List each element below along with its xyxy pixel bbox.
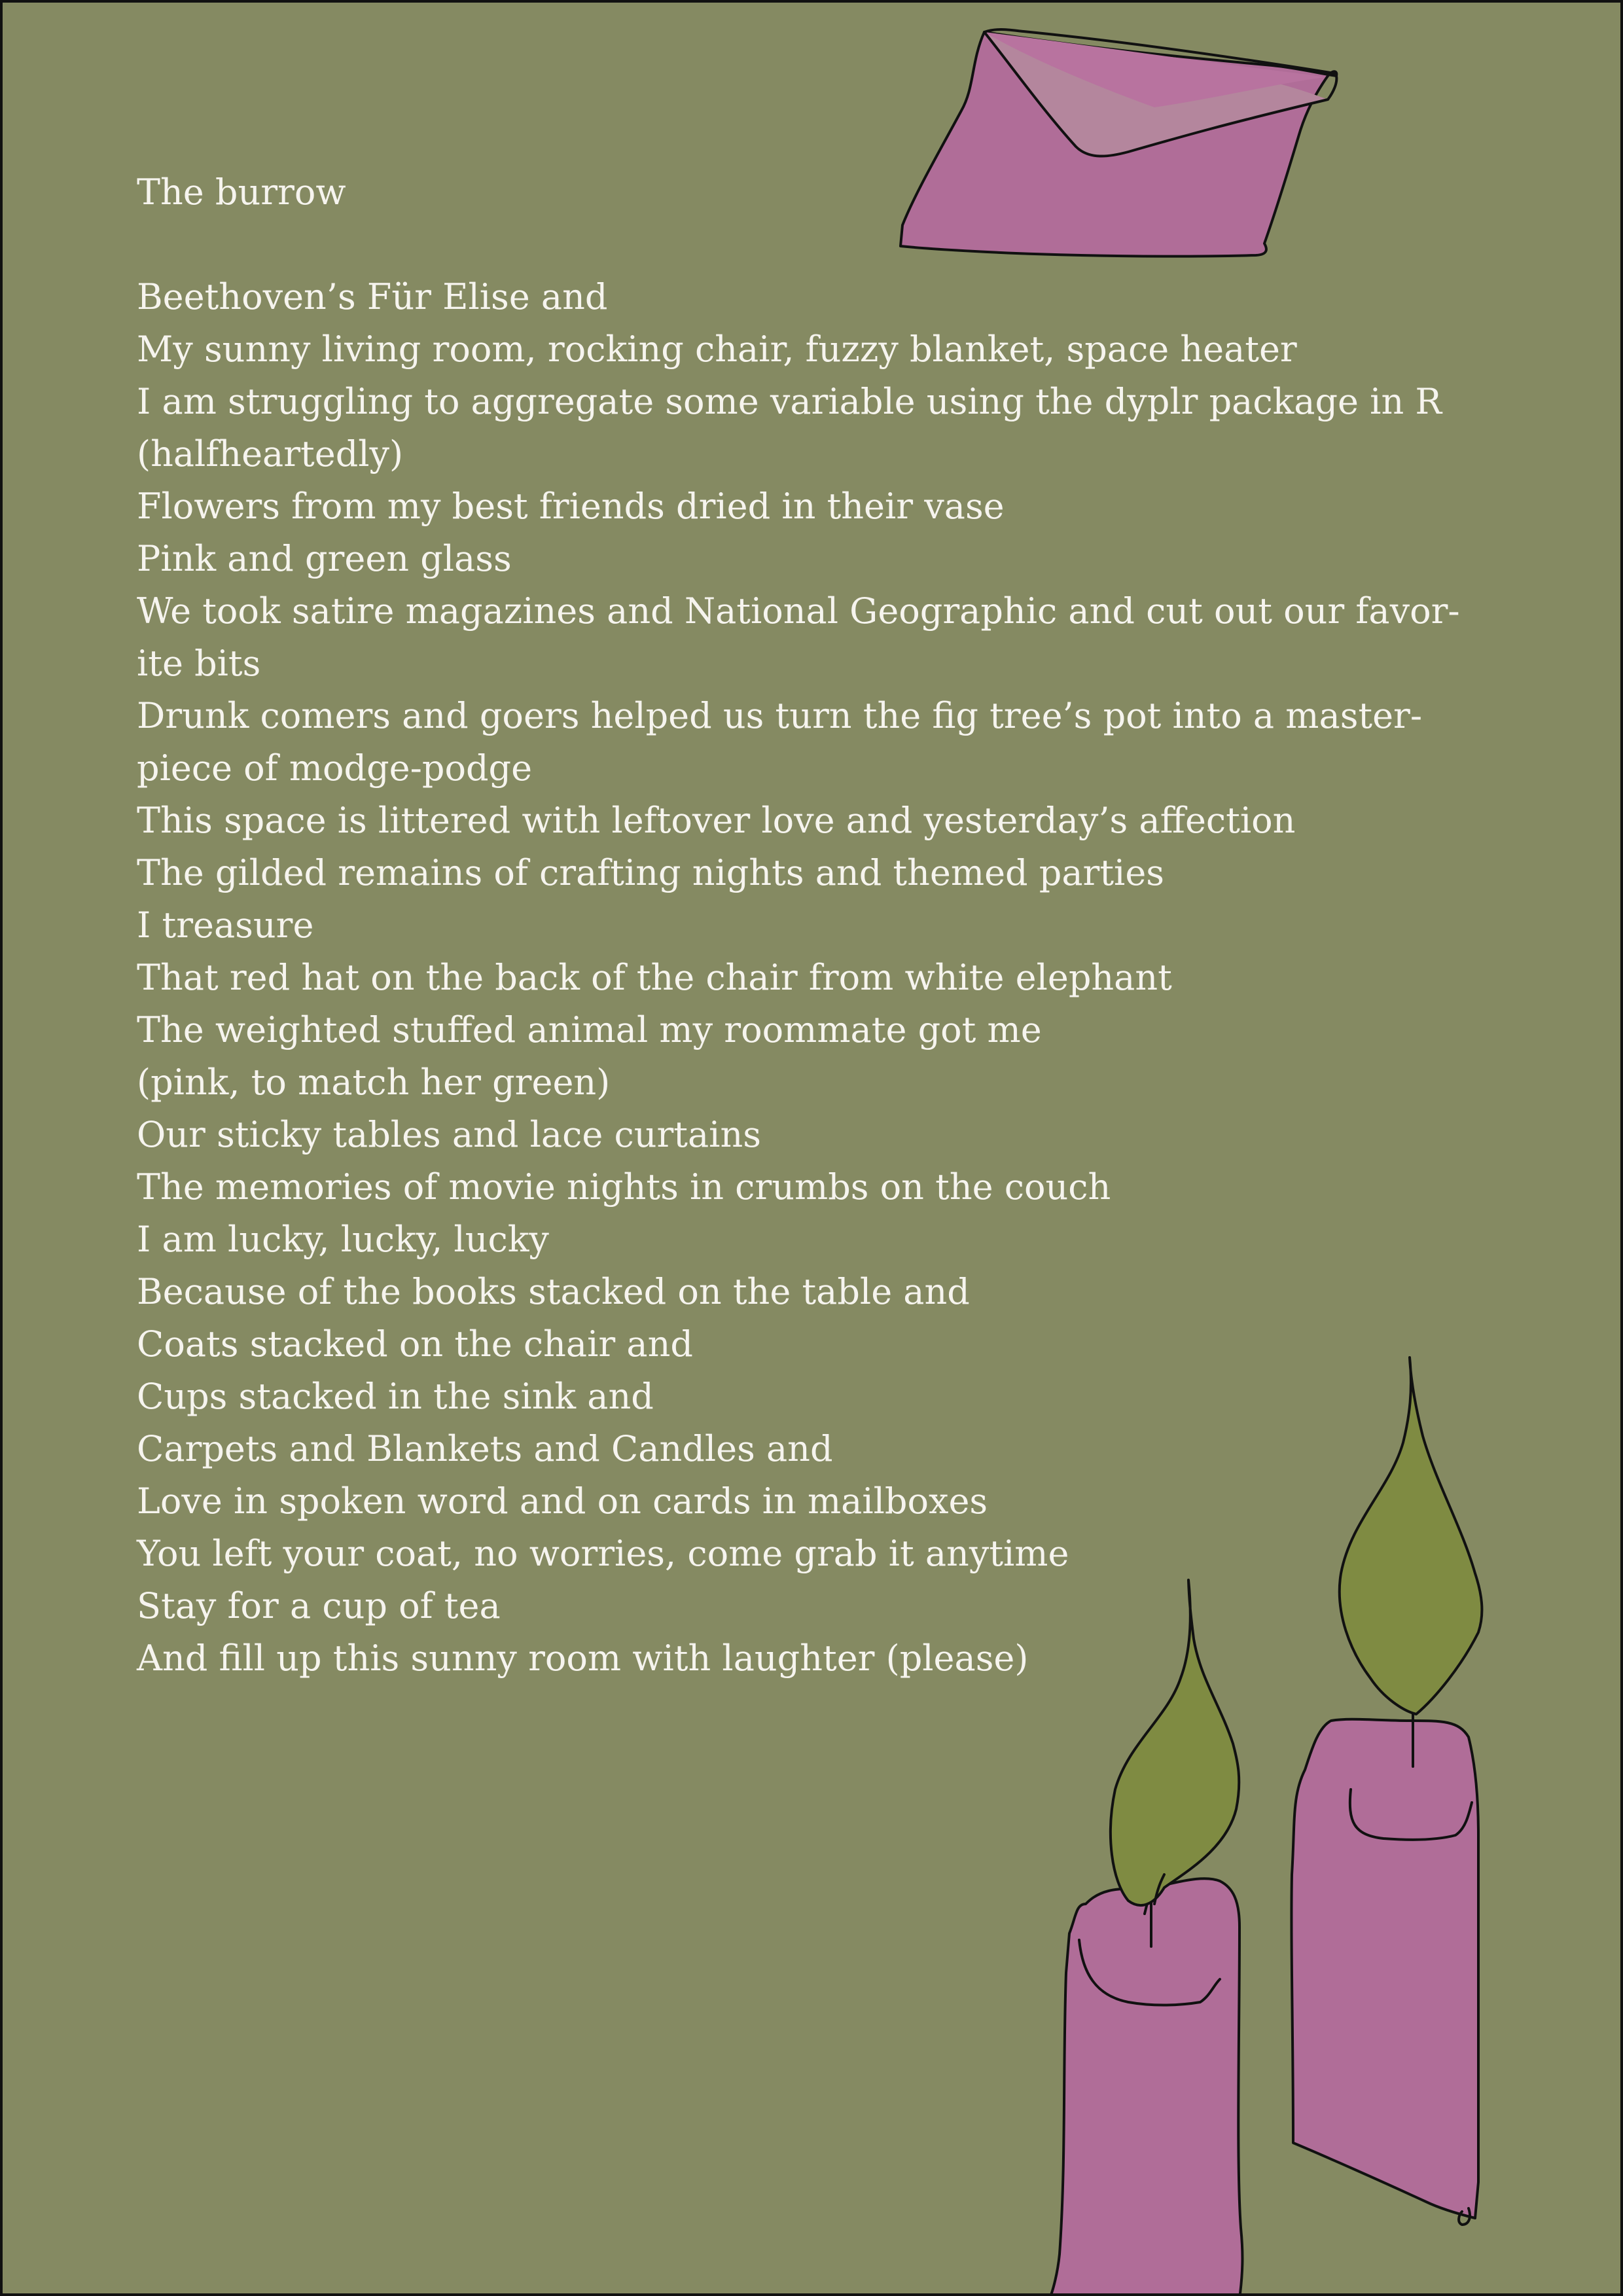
poem <box>137 166 1511 1685</box>
poem-line: This space is littered with leftover love and yesterday’s affection <box>137 800 1296 841</box>
poem-line: Coats stacked on the chair and <box>137 1323 693 1365</box>
envelope-flap-line <box>984 32 1336 156</box>
left-candle-rim <box>1079 1940 1220 2005</box>
poem-line: Flowers from my best friends dried in their vase <box>137 486 1005 527</box>
envelope-flap-inner <box>984 32 1328 156</box>
envelope-top-edge <box>984 29 1334 73</box>
poem-line: Love in spoken word and on cards in mailboxes <box>137 1480 988 1522</box>
poem-line: I am struggling to aggregate some variable using the dyplr package in R <box>137 381 1442 422</box>
poem-line: piece of modge-podge <box>137 747 533 789</box>
poem-line: Cups stacked in the sink and <box>137 1376 654 1417</box>
poem-line: The gilded remains of crafting nights and themed parties <box>137 852 1164 893</box>
poem-line: I treasure <box>137 905 314 946</box>
poem-line: Our sticky tables and lace curtains <box>137 1114 761 1155</box>
poem-line: Beethoven’s Für Elise and <box>137 276 608 317</box>
right-candle-base-mark <box>1459 2208 1470 2225</box>
poem-line: Pink and green glass <box>137 538 512 579</box>
poem-line: That red hat on the back of the chair from white elephant <box>137 957 1172 998</box>
stanza-gap <box>137 219 1511 271</box>
poem-line: ite bits <box>137 643 261 684</box>
poem-line: I am lucky, lucky, lucky <box>137 1219 549 1260</box>
envelope-flap-top <box>984 32 1325 107</box>
left-flame-stem <box>1154 1874 1164 1904</box>
poem-line: And fill up this sunny room with laughter (please) <box>137 1638 1029 1679</box>
poem-line: (pink, to match her green) <box>137 1062 611 1103</box>
right-candle-body <box>1291 1719 1478 2218</box>
poem-line: Because of the books stacked on the table and <box>137 1271 970 1312</box>
poem-line: Carpets and Blankets and Candles and <box>137 1428 833 1469</box>
poem-line: The memories of movie nights in crumbs on the couch <box>137 1166 1111 1208</box>
poem-line: We took satire magazines and National Geographic and cut out our favor- <box>137 590 1460 632</box>
poem-line: Stay for a cup of tea <box>137 1585 501 1626</box>
candle-icon <box>1050 1580 1242 2296</box>
poem-line: (halfheartedly) <box>137 433 404 475</box>
poem-line: Drunk comers and goers helped us turn the fig tree’s pot into a master- <box>137 695 1423 736</box>
left-candle-body <box>1050 1878 1242 2296</box>
poem-line: The weighted stuffed animal my roommate got me <box>137 1009 1042 1050</box>
poem-line: My sunny living room, rocking chair, fuzzy blanket, space heater <box>137 329 1297 370</box>
poem-title: The burrow <box>137 171 346 213</box>
poem-line: You left your coat, no worries, come grab it anytime <box>137 1533 1069 1574</box>
left-candle-wick <box>1145 1874 1154 1946</box>
right-candle-rim <box>1350 1789 1472 1840</box>
